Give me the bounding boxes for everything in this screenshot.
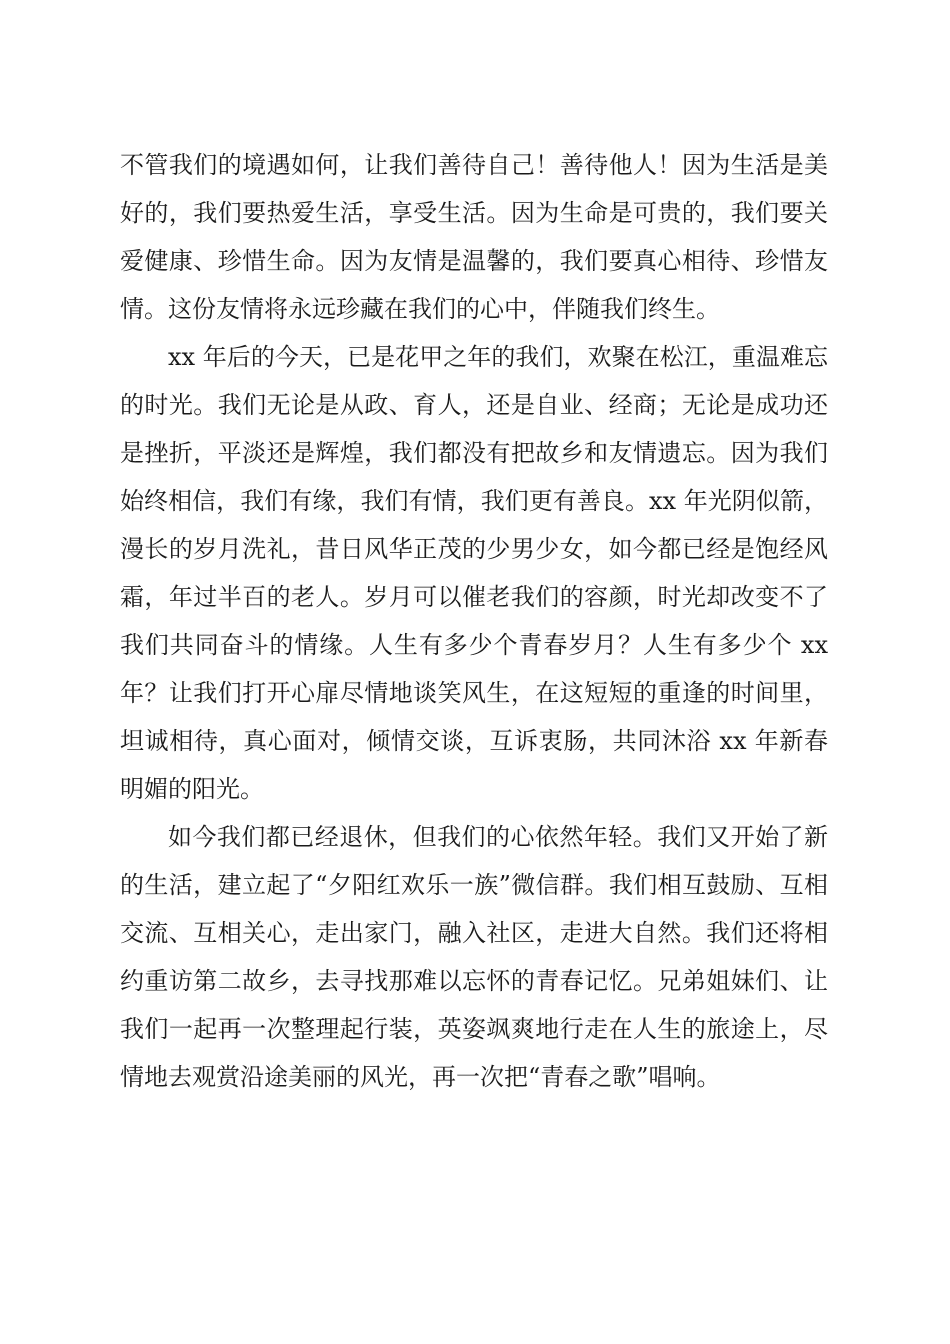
paragraph-reunion: xx 年后的今天，已是花甲之年的我们，欢聚在松江，重温难忘的时光。我们无论是从政、育人，还是自业、经商；无论是成功还是挫折，平淡还是辉煌，我们都没有把故乡和友情遗忘。因为我们始终相信，我们有缘，我们有情，我们更有善良。xx 年光阴似箭，漫长的岁月洗礼，昔日风华正茂的少男少女，如今都已经是饱经风霜，年过半百的老人。岁月可以催老我们的容颜，时光却改变不了我们共同奋斗的情缘。人生有多少个青春岁月？人生有多少个 xx 年？让我们打开心扉尽情地谈笑风生，在这短短的重逢的时间里，坦诚相待，真心面对，倾情交谈，互诉衷肠，共同沐浴 xx 年新春明媚的阳光。 <box>120 343 828 803</box>
document-body <box>120 141 828 1101</box>
paragraph-retirement: 如今我们都已经退休，但我们的心依然年轻。我们又开始了新的生活，建立起了“夕阳红欢乐一族”微信群。我们相互鼓励、互相交流、互相关心，走出家门，融入社区，走进大自然。我们还将相约重访第二故乡，去寻找那难以忘怀的青春记忆。兄弟姐妹们、让我们一起再一次整理起行装，英姿飒爽地行走在人生的旅途上，尽情地去观赏沿途美丽的风光，再一次把“青春之歌”唱响。 <box>120 823 828 1091</box>
paragraph-continued: 不管我们的境遇如何，让我们善待自己！善待他人！因为生活是美好的，我们要热爱生活，享受生活。因为生命是可贵的，我们要关爱健康、珍惜生命。因为友情是温馨的，我们要真心相待、珍惜友情。这份友情将永远珍藏在我们的心中，伴随我们终生。 <box>120 151 828 323</box>
